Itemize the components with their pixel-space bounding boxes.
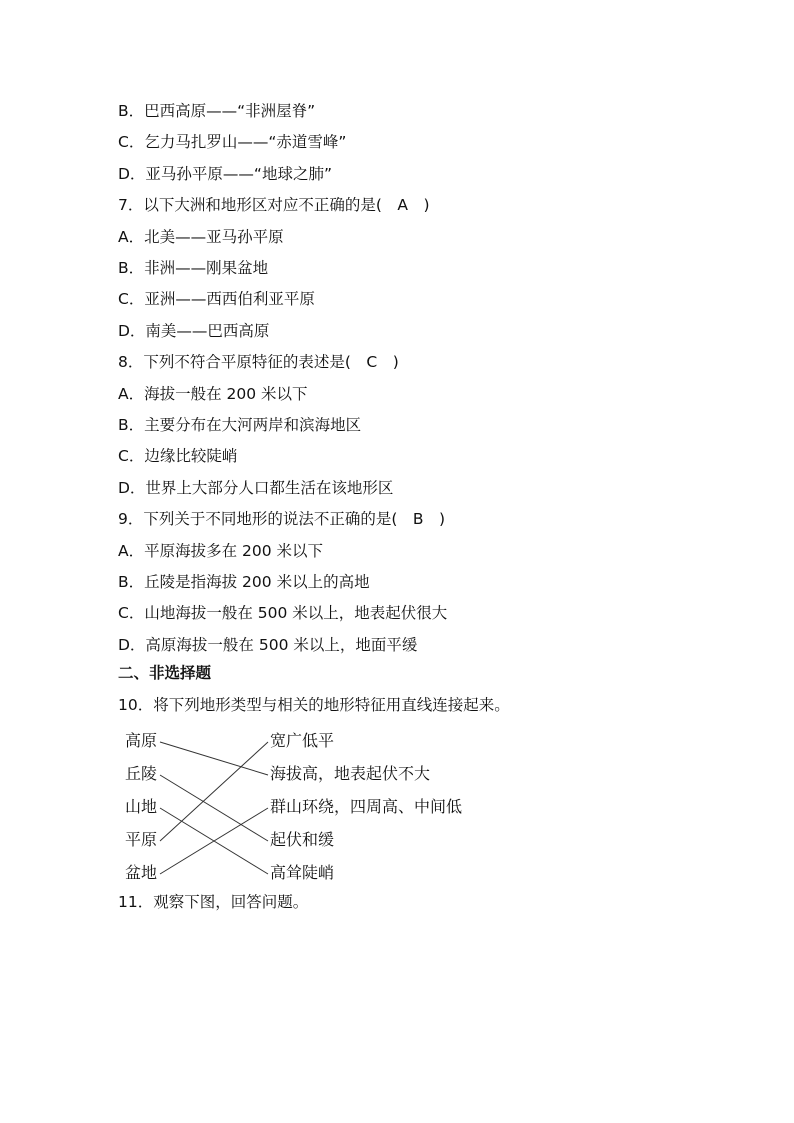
link-line-1 xyxy=(160,775,268,841)
line-q7-a: A．北美——亚马孙平原 xyxy=(118,227,284,246)
line-q9: 9．下列关于不同地形的说法不正确的是( B ) xyxy=(118,510,446,529)
term-1: 丘陵 xyxy=(125,764,158,783)
line-q8-d: D．世界上大部分人口都生活在该地形区 xyxy=(118,478,394,497)
line-q9-d: D．高原海拔一般在 500 米以上，地面平缓 xyxy=(118,635,418,654)
section-title: 二、非选择题 xyxy=(118,664,212,682)
feature-2: 群山环绕，四周高、中间低 xyxy=(270,797,463,816)
line-q6-d: D．亚马孙平原——“地球之肺” xyxy=(118,164,332,183)
feature-4: 高耸陡峭 xyxy=(270,863,335,882)
question-11: 11．观察下图，回答问题。 xyxy=(118,893,309,911)
feature-1: 海拔高，地表起伏不大 xyxy=(270,764,431,783)
line-q6-c: C．乞力马扎罗山——“赤道雪峰” xyxy=(118,133,347,152)
line-q7-d: D．南美——巴西高原 xyxy=(118,321,270,340)
link-line-3 xyxy=(160,742,268,841)
line-q9-b: B．丘陵是指海拔 200 米以上的高地 xyxy=(118,573,370,591)
feature-0: 宽广低平 xyxy=(270,731,335,750)
term-0: 高原 xyxy=(125,731,158,750)
line-q8: 8．下列不符合平原特征的表述是( C ) xyxy=(118,353,399,372)
line-q6-b: B．巴西高原——“非洲屋脊” xyxy=(118,102,316,120)
feature-3: 起伏和缓 xyxy=(270,830,335,849)
line-q9-c: C．山地海拔一般在 500 米以上，地表起伏很大 xyxy=(118,604,448,623)
line-q7-c: C．亚洲——西西伯利亚平原 xyxy=(118,290,315,309)
line-q8-a: A．海拔一般在 200 米以下 xyxy=(118,384,308,403)
term-4: 盆地 xyxy=(125,863,158,882)
line-q9-a: A．平原海拔多在 200 米以下 xyxy=(118,541,324,560)
line-q7-b: B．非洲——刚果盆地 xyxy=(118,259,269,277)
link-line-0 xyxy=(160,742,268,775)
term-3: 平原 xyxy=(125,830,158,849)
line-q8-c: C．边缘比较陡峭 xyxy=(118,447,238,466)
line-q7: 7．以下大洲和地形区对应不正确的是( A ) xyxy=(118,196,430,215)
line-q8-b: B．主要分布在大河两岸和滨海地区 xyxy=(118,416,362,434)
term-2: 山地 xyxy=(125,797,158,816)
question-10: 10．将下列地形类型与相关的地形特征用直线连接起来。 xyxy=(118,696,510,714)
